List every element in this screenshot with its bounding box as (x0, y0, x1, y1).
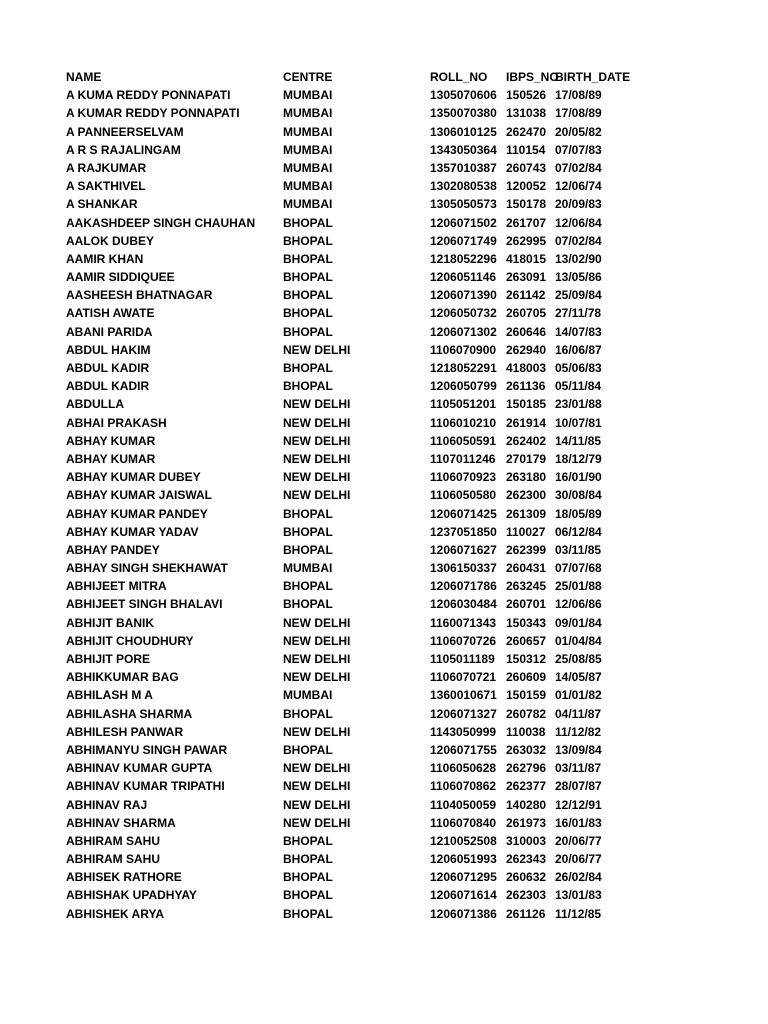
cell-ibps-no: 150159 (506, 688, 547, 703)
cell-roll-no: 1218052296 (430, 251, 497, 266)
cell-centre: BHOPAL (283, 506, 333, 521)
table-row (66, 268, 626, 286)
cell-ibps-no: 418003 (506, 361, 547, 375)
cell-birth-date: 01/04/84 (555, 633, 602, 648)
cell-ibps-no: 262940 (506, 342, 547, 357)
cell-ibps-no: 262343 (506, 852, 547, 867)
cell-name: ABHILASHA SHARMA (66, 706, 193, 721)
cell-roll-no: 1206050799 (430, 379, 497, 394)
cell-centre: NEW DELHI (283, 797, 351, 812)
cell-birth-date: 26/02/84 (555, 870, 602, 885)
cell-centre: BHOPAL (283, 324, 333, 339)
cell-birth-date: 13/05/86 (555, 270, 602, 285)
table-row (66, 868, 626, 886)
table-row (66, 595, 626, 613)
cell-name: ABHILESH PANWAR (66, 724, 184, 739)
candidate-table (66, 68, 631, 923)
table-row (66, 341, 626, 359)
cell-name: ABHAI PRAKASH (66, 415, 167, 430)
table-row (66, 414, 626, 432)
cell-roll-no: 1106050628 (430, 761, 497, 776)
cell-name: A SAKTHIVEL (66, 179, 146, 194)
cell-centre: BHOPAL (283, 215, 333, 230)
cell-birth-date: 03/11/87 (555, 761, 602, 776)
table-row (66, 577, 626, 595)
cell-birth-date: 18/05/89 (555, 506, 602, 521)
cell-ibps-no: 262470 (506, 124, 547, 139)
cell-ibps-no: 150343 (506, 615, 547, 630)
cell-birth-date: 23/01/88 (555, 397, 602, 412)
cell-centre: BHOPAL (283, 306, 333, 321)
cell-birth-date: 06/12/84 (555, 524, 602, 539)
cell-birth-date: 28/07/87 (555, 779, 602, 794)
cell-centre: BHOPAL (283, 233, 333, 248)
table-row (66, 232, 626, 250)
table-row (66, 632, 626, 650)
cell-roll-no: 1106050580 (430, 488, 497, 503)
cell-ibps-no: 260646 (506, 324, 547, 339)
cell-name: ABHISHAK UPADHYAY (66, 888, 197, 903)
cell-roll-no: 1206071425 (430, 506, 497, 521)
cell-name: AATISH AWATE (66, 306, 155, 321)
cell-name: ABHAY KUMAR PANDEY (66, 506, 208, 521)
cell-ibps-no: 260705 (506, 306, 547, 321)
table-row (66, 250, 626, 268)
table-row (66, 850, 626, 868)
cell-centre: NEW DELHI (283, 652, 351, 666)
cell-birth-date: 30/08/84 (555, 488, 602, 503)
cell-roll-no: 1237051850 (430, 524, 497, 539)
cell-birth-date: 10/07/81 (555, 415, 602, 430)
table-row (66, 141, 626, 159)
cell-roll-no: 1160071343 (430, 615, 497, 630)
cell-name: ABHAY KUMAR JAISWAL (66, 488, 213, 503)
column-header-birth-date: BIRTH_DATE (555, 70, 631, 84)
cell-centre: BHOPAL (283, 288, 333, 303)
cell-roll-no: 1206071749 (430, 233, 497, 248)
cell-name: ABHISEK RATHORE (66, 870, 182, 885)
cell-birth-date: 25/01/88 (555, 579, 602, 594)
cell-centre: NEW DELHI (283, 415, 351, 430)
cell-roll-no: 1350070380 (430, 106, 497, 121)
column-header-roll-no: ROLL_NO (430, 70, 488, 84)
cell-ibps-no: 150526 (506, 88, 547, 103)
cell-centre: BHOPAL (283, 742, 333, 757)
cell-ibps-no: 110154 (506, 142, 546, 157)
cell-name: ABHAY KUMAR YADAV (66, 524, 199, 539)
cell-ibps-no: 418015 (506, 251, 547, 266)
cell-roll-no: 1206071755 (430, 742, 497, 757)
cell-centre: BHOPAL (283, 270, 333, 285)
column-header-ibps-no: IBPS_NO (506, 70, 559, 84)
cell-roll-no: 1106070840 (430, 815, 497, 830)
cell-centre: NEW DELHI (283, 815, 351, 830)
cell-centre: MUMBAI (283, 688, 333, 703)
cell-ibps-no: 262303 (506, 888, 547, 903)
cell-centre: BHOPAL (283, 888, 333, 903)
table-row (66, 214, 626, 232)
table-row (66, 686, 626, 704)
cell-birth-date: 11/12/82 (555, 724, 602, 739)
cell-ibps-no: 261973 (506, 815, 547, 830)
cell-centre: MUMBAI (283, 197, 333, 212)
cell-centre: BHOPAL (283, 579, 333, 594)
cell-name: ABHIJEET SINGH BHALAVI (66, 597, 223, 612)
cell-birth-date: 05/11/84 (555, 379, 602, 394)
cell-name: AASHEESH BHATNAGAR (66, 288, 213, 303)
cell-ibps-no: 262399 (506, 542, 547, 557)
cell-ibps-no: 261142 (506, 288, 546, 303)
cell-centre: NEW DELHI (283, 724, 351, 739)
cell-roll-no: 1305050573 (430, 197, 497, 212)
table-row (66, 450, 626, 468)
cell-ibps-no: 262300 (506, 488, 547, 503)
cell-birth-date: 11/12/85 (555, 906, 602, 921)
table-row (66, 468, 626, 486)
table-row (66, 905, 626, 923)
cell-birth-date: 14/07/83 (555, 324, 602, 339)
cell-roll-no: 1360010671 (430, 688, 497, 703)
cell-name: ABHINAV KUMAR TRIPATHI (66, 779, 225, 794)
cell-roll-no: 1357010387 (430, 160, 497, 175)
cell-birth-date: 07/02/84 (555, 160, 602, 175)
cell-centre: NEW DELHI (283, 670, 351, 685)
cell-name: ABHIRAM SAHU (66, 852, 160, 867)
cell-roll-no: 1206071295 (430, 870, 497, 885)
cell-ibps-no: 260743 (506, 160, 547, 175)
cell-centre: NEW DELHI (283, 488, 351, 503)
cell-name: ABHILASH M A (66, 688, 153, 703)
cell-roll-no: 1106010210 (430, 415, 497, 430)
cell-birth-date: 05/06/83 (555, 361, 602, 375)
table-header-row (66, 68, 631, 86)
cell-ibps-no: 260431 (506, 561, 547, 576)
cell-roll-no: 1206071390 (430, 288, 497, 303)
cell-ibps-no: 261707 (506, 215, 547, 230)
cell-birth-date: 12/12/91 (555, 797, 602, 812)
cell-birth-date: 16/01/83 (555, 815, 602, 830)
cell-birth-date: 13/09/84 (555, 742, 602, 757)
cell-birth-date: 13/02/90 (555, 251, 602, 266)
cell-name: ABHIJIT PORE (66, 652, 151, 666)
table-row (66, 486, 626, 504)
cell-centre: NEW DELHI (283, 342, 351, 357)
cell-roll-no: 1107011246 (430, 451, 496, 466)
cell-centre: MUMBAI (283, 106, 333, 121)
cell-birth-date: 04/11/87 (555, 706, 602, 721)
cell-roll-no: 1343050364 (430, 142, 497, 157)
cell-birth-date: 16/06/87 (555, 342, 602, 357)
cell-centre: BHOPAL (283, 852, 333, 867)
cell-ibps-no: 261136 (506, 379, 546, 394)
table-row (66, 86, 626, 104)
cell-ibps-no: 140280 (506, 797, 547, 812)
cell-roll-no: 1106070862 (430, 779, 497, 794)
cell-roll-no: 1106070721 (430, 670, 497, 685)
cell-ibps-no: 310003 (506, 833, 547, 848)
cell-ibps-no: 150312 (506, 652, 547, 666)
cell-centre: MUMBAI (283, 124, 333, 139)
cell-roll-no: 1106070726 (430, 633, 497, 648)
table-row (66, 614, 626, 632)
cell-centre: NEW DELHI (283, 433, 351, 448)
cell-ibps-no: 263032 (506, 742, 547, 757)
cell-name: ABHINAV KUMAR GUPTA (66, 761, 213, 776)
cell-roll-no: 1143050999 (430, 724, 497, 739)
table-row (66, 323, 626, 341)
cell-roll-no: 1210052508 (430, 833, 497, 848)
table-row (66, 104, 626, 122)
table-row (66, 796, 626, 814)
cell-ibps-no: 261126 (506, 906, 546, 921)
cell-centre: MUMBAI (283, 561, 333, 576)
cell-roll-no: 1206071614 (430, 888, 497, 903)
cell-roll-no: 1305070606 (430, 88, 497, 103)
table-row (66, 541, 626, 559)
table-row (66, 159, 626, 177)
cell-birth-date: 20/06/77 (555, 852, 602, 867)
table-row (66, 395, 626, 413)
cell-roll-no: 1104050059 (430, 797, 497, 812)
cell-name: ABHAY KUMAR DUBEY (66, 470, 201, 485)
cell-ibps-no: 150185 (506, 397, 547, 412)
cell-name: ABHINAV SHARMA (66, 815, 176, 830)
table-row (66, 759, 626, 777)
table-row (66, 650, 626, 668)
cell-ibps-no: 131038 (506, 106, 547, 121)
cell-roll-no: 1218052291 (430, 361, 497, 375)
cell-name: AAKASHDEEP SINGH CHAUHAN (66, 215, 256, 230)
cell-birth-date: 25/09/84 (555, 288, 602, 303)
cell-centre: NEW DELHI (283, 761, 351, 776)
cell-name: A PANNEERSELVAM (66, 124, 184, 139)
table-row (66, 286, 626, 304)
cell-name: ABDUL KADIR (66, 361, 150, 375)
cell-centre: NEW DELHI (283, 397, 351, 412)
table-row (66, 505, 626, 523)
table-row (66, 559, 626, 577)
cell-ibps-no: 263245 (506, 579, 547, 594)
cell-ibps-no: 260657 (506, 633, 547, 648)
cell-birth-date: 16/01/90 (555, 470, 602, 485)
cell-name: ABHAY KUMAR (66, 433, 156, 448)
table-row (66, 304, 626, 322)
cell-name: ABHIKKUMAR BAG (66, 670, 179, 685)
cell-name: ABDUL KADIR (66, 379, 150, 394)
cell-birth-date: 12/06/84 (555, 215, 602, 230)
table-row (66, 432, 626, 450)
table-row (66, 886, 626, 904)
table-row (66, 723, 626, 741)
cell-birth-date: 25/08/85 (555, 652, 602, 666)
table-row (66, 832, 626, 850)
cell-name: ABHIJEET MITRA (66, 579, 167, 594)
cell-ibps-no: 262796 (506, 761, 547, 776)
table-row (66, 814, 626, 832)
cell-birth-date: 13/01/83 (555, 888, 602, 903)
cell-birth-date: 03/11/85 (555, 542, 602, 557)
cell-name: ABHAY PANDEY (66, 542, 160, 557)
cell-ibps-no: 260632 (506, 870, 547, 885)
cell-roll-no: 1105011189 (430, 652, 495, 666)
cell-centre: BHOPAL (283, 706, 333, 721)
cell-roll-no: 1206050732 (430, 306, 497, 321)
cell-name: ABHISHEK ARYA (66, 906, 165, 921)
table-row (66, 705, 626, 723)
cell-centre: BHOPAL (283, 906, 333, 921)
cell-name: ABHAY KUMAR (66, 451, 156, 466)
cell-centre: MUMBAI (283, 88, 333, 103)
cell-name: ABHINAV RAJ (66, 797, 148, 812)
cell-centre: MUMBAI (283, 160, 333, 175)
cell-ibps-no: 260609 (506, 670, 547, 685)
cell-birth-date: 12/06/74 (555, 179, 602, 194)
cell-centre: BHOPAL (283, 597, 333, 612)
cell-ibps-no: 270179 (506, 451, 547, 466)
cell-ibps-no: 120052 (506, 179, 547, 194)
cell-birth-date: 20/09/83 (555, 197, 602, 212)
cell-name: ABDUL HAKIM (66, 342, 151, 357)
cell-name: A R S RAJALINGAM (66, 142, 181, 157)
cell-centre: MUMBAI (283, 179, 333, 194)
cell-roll-no: 1206051146 (430, 270, 497, 285)
cell-name: ABDULLA (66, 397, 124, 412)
cell-ibps-no: 150178 (506, 197, 547, 212)
cell-roll-no: 1106070900 (430, 342, 497, 357)
table-row (66, 668, 626, 686)
cell-birth-date: 14/05/87 (555, 670, 602, 685)
cell-birth-date: 18/12/79 (555, 451, 602, 466)
table-row (66, 777, 626, 795)
cell-centre: BHOPAL (283, 251, 333, 266)
cell-roll-no: 1206071786 (430, 579, 497, 594)
cell-ibps-no: 262402 (506, 433, 547, 448)
cell-centre: NEW DELHI (283, 470, 351, 485)
cell-ibps-no: 261914 (506, 415, 547, 430)
column-header-name: NAME (66, 70, 102, 84)
cell-roll-no: 1206071502 (430, 215, 497, 230)
cell-centre: BHOPAL (283, 833, 333, 848)
cell-birth-date: 17/08/89 (555, 88, 602, 103)
cell-name: ABHIJIT CHOUDHURY (66, 633, 194, 648)
cell-birth-date: 14/11/85 (555, 433, 602, 448)
cell-roll-no: 1106050591 (430, 433, 497, 448)
table-body (66, 86, 626, 923)
cell-name: A RAJKUMAR (66, 160, 147, 175)
cell-roll-no: 1302080538 (430, 179, 497, 194)
cell-centre: BHOPAL (283, 870, 333, 885)
table-row (66, 123, 626, 141)
cell-roll-no: 1206071386 (430, 906, 497, 921)
cell-centre: BHOPAL (283, 524, 333, 539)
cell-birth-date: 27/11/78 (555, 306, 602, 321)
cell-birth-date: 01/01/82 (555, 688, 602, 703)
cell-birth-date: 09/01/84 (555, 615, 602, 630)
table-row (66, 359, 626, 377)
cell-centre: NEW DELHI (283, 615, 351, 630)
table-row (66, 523, 626, 541)
table-row (66, 741, 626, 759)
cell-centre: NEW DELHI (283, 633, 351, 648)
cell-roll-no: 1206071627 (430, 542, 497, 557)
cell-roll-no: 1206071327 (430, 706, 497, 721)
cell-ibps-no: 262995 (506, 233, 547, 248)
cell-name: ABHIJIT BANIK (66, 615, 155, 630)
cell-name: AAMIR SIDDIQUEE (66, 270, 175, 285)
cell-birth-date: 12/06/86 (555, 597, 602, 612)
cell-birth-date: 17/08/89 (555, 106, 602, 121)
cell-ibps-no: 260701 (506, 597, 547, 612)
cell-ibps-no: 263091 (506, 270, 547, 285)
cell-name: A KUMA REDDY PONNAPATI (66, 88, 231, 103)
cell-birth-date: 20/06/77 (555, 833, 602, 848)
cell-name: ABHAY SINGH SHEKHAWAT (66, 561, 228, 576)
cell-roll-no: 1306010125 (430, 124, 497, 139)
cell-name: A KUMAR REDDY PONNAPATI (66, 106, 240, 121)
cell-centre: BHOPAL (283, 542, 333, 557)
table-row (66, 177, 626, 195)
cell-roll-no: 1106070923 (430, 470, 497, 485)
cell-roll-no: 1206051993 (430, 852, 497, 867)
cell-centre: BHOPAL (283, 361, 333, 375)
cell-roll-no: 1105051201 (430, 397, 497, 412)
cell-ibps-no: 262377 (506, 779, 547, 794)
cell-name: ABHIMANYU SINGH PAWAR (66, 742, 228, 757)
cell-ibps-no: 110027 (506, 524, 546, 539)
cell-birth-date: 20/05/82 (555, 124, 602, 139)
cell-roll-no: 1306150337 (430, 561, 497, 576)
cell-name: ABANI PARIDA (66, 324, 153, 339)
cell-name: A SHANKAR (66, 197, 138, 212)
cell-birth-date: 07/07/83 (555, 142, 602, 157)
cell-centre: BHOPAL (283, 379, 333, 394)
cell-name: AALOK DUBEY (66, 233, 155, 248)
cell-birth-date: 07/07/68 (555, 561, 602, 576)
cell-name: ABHIRAM SAHU (66, 833, 160, 848)
cell-name: AAMIR KHAN (66, 251, 144, 266)
cell-ibps-no: 110038 (506, 724, 546, 739)
column-header-centre: CENTRE (283, 70, 333, 84)
cell-ibps-no: 263180 (506, 470, 547, 485)
cell-ibps-no: 260782 (506, 706, 547, 721)
cell-centre: NEW DELHI (283, 451, 351, 466)
table-row (66, 195, 626, 213)
cell-roll-no: 1206071302 (430, 324, 497, 339)
cell-ibps-no: 261309 (506, 506, 547, 521)
cell-roll-no: 1206030484 (430, 597, 497, 612)
table-row (66, 377, 626, 395)
cell-centre: MUMBAI (283, 142, 333, 157)
cell-centre: NEW DELHI (283, 779, 351, 794)
cell-birth-date: 07/02/84 (555, 233, 602, 248)
